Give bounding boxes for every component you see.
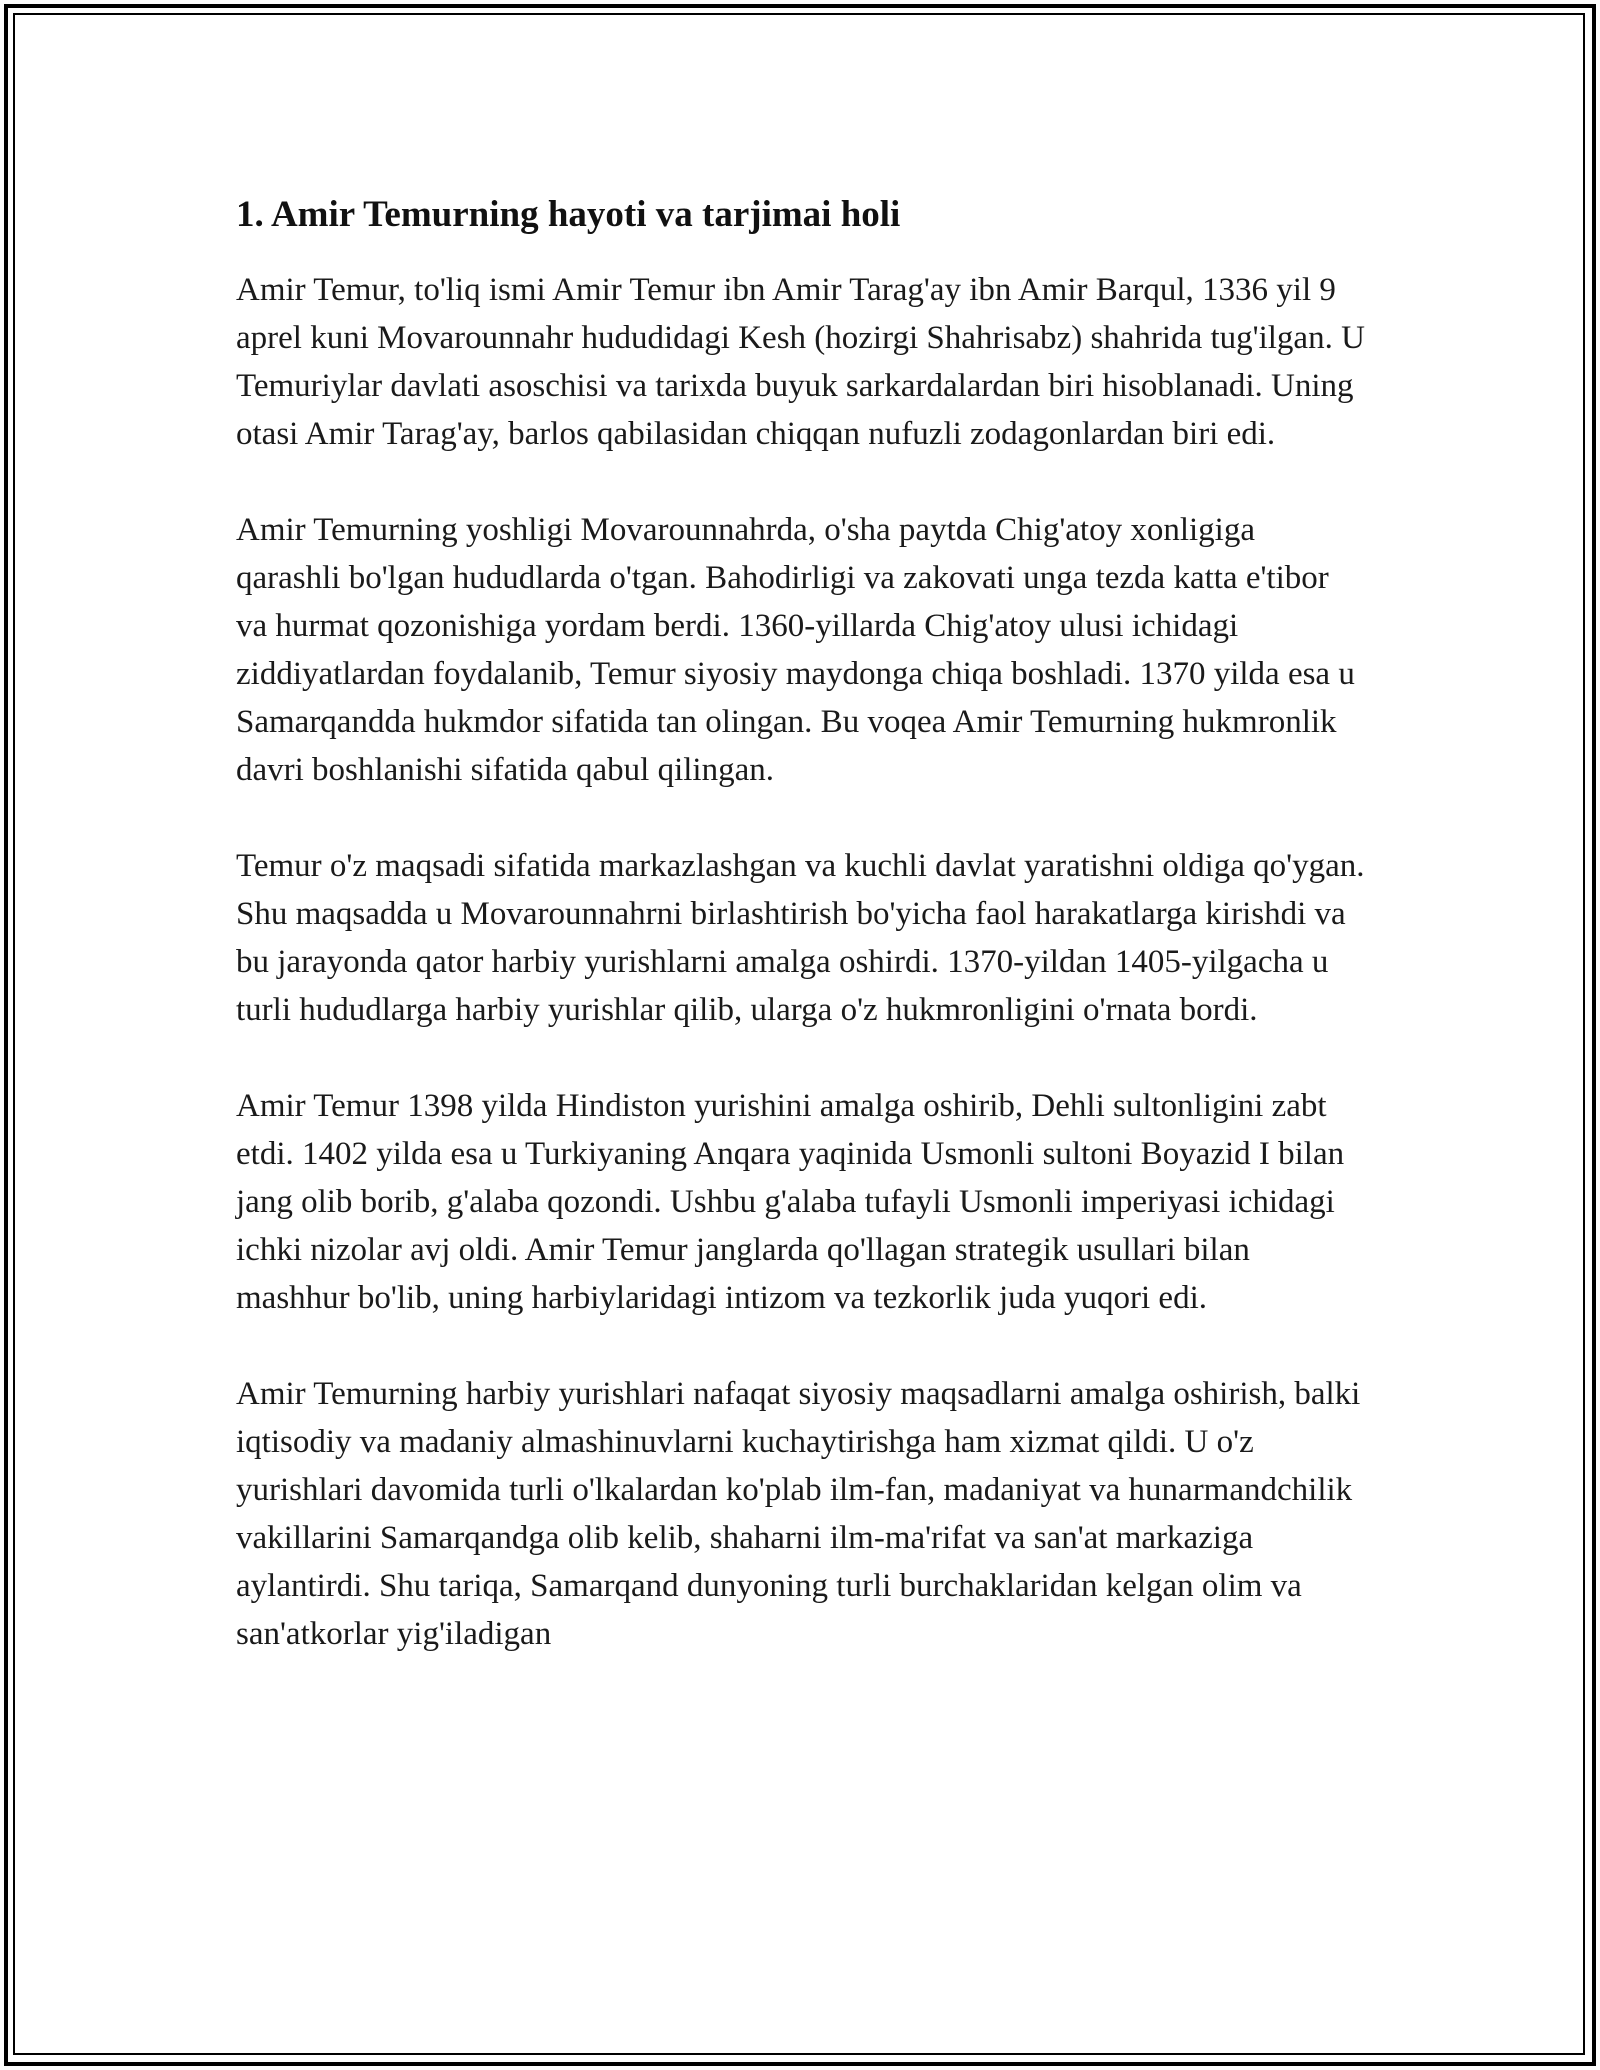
document-body [236,190,1366,1706]
paragraph-3: Temur o'z maqsadi sifatida markazlashgan va kuchli davlat yaratishni oldiga qo'ygan. Shu maqsadda u Movarounnahrni birlashtirish bo'yicha faol harakatlarga kirishdi va bu jarayonda qator harbiy yurishlarni amalga oshirdi. 1370-yildan 1405-yilgacha u turli hududlarga harbiy yurishlar qilib, ularga o'z hukmronligini o'rnata bordi. [236,848,1365,1028]
paragraph-2: Amir Temurning yoshligi Movarounnahrda, o'sha paytda Chig'atoy xonligiga qarashli bo'lgan hududlarda o'tgan. Bahodirligi va zakovati unga tezda katta e'tibor va hurmat qozonishiga yordam berdi. 1360-yillarda Chig'atoy ulusi ichidagi ziddiyatlardan foydalanib, Temur siyosiy maydonga chiqa boshladi. 1370 yilda esa u Samarqandda hukmdor sifatida tan olingan. Bu voqea Amir Temurning hukmronlik davri boshlanishi sifatida qabul qilingan. [236,512,1355,788]
paragraph-4: Amir Temur 1398 yilda Hindiston yurishini amalga oshirib, Dehli sultonligini zabt etdi. 1402 yilda esa u Turkiyaning Anqara yaqinida Usmonli sultoni Boyazid I bilan jang olib borib, g'alaba qozondi. Ushbu g'alaba tufayli Usmonli imperiyasi ichidagi ichki nizolar avj oldi. Amir Temur janglarda qo'llagan strategik usullari bilan mashhur bo'lib, uning harbiylaridagi intizom va tezkorlik juda yuqori edi. [236,1088,1345,1316]
section-heading: 1. Amir Temurning hayoti va tarjimai holi [236,194,901,235]
paragraph-1: Amir Temur, to'liq ismi Amir Temur ibn Amir Tarag'ay ibn Amir Barqul, 1336 yil 9 aprel kuni Movarounnahr hududidagi Kesh (hozirgi Shahrisabz) shahrida tug'ilgan. U Temuriylar davlati asoschisi va tarixda buyuk sarkardalardan biri hisoblanadi. Uning otasi Amir Tarag'ay, barlos qabilasidan chiqqan nufuzli zodagonlardan biri edi. [236,272,1365,452]
paragraph-5: Amir Temurning harbiy yurishlari nafaqat siyosiy maqsadlarni amalga oshirish, balki iqtisodiy va madaniy almashinuvlarni kuchaytirishga ham xizmat qildi. U o'z yurishlari davomida turli o'lkalardan ko'plab ilm-fan, madaniyat va hunarmandchilik vakillarini Samarqandga olib kelib, shaharni ilm-ma'rifat va san'at markaziga aylantirdi. Shu tariqa, Samarqand dunyoning turli burchaklaridan kelgan olim va san'atkorlar yig'iladigan [236,1376,1361,1652]
